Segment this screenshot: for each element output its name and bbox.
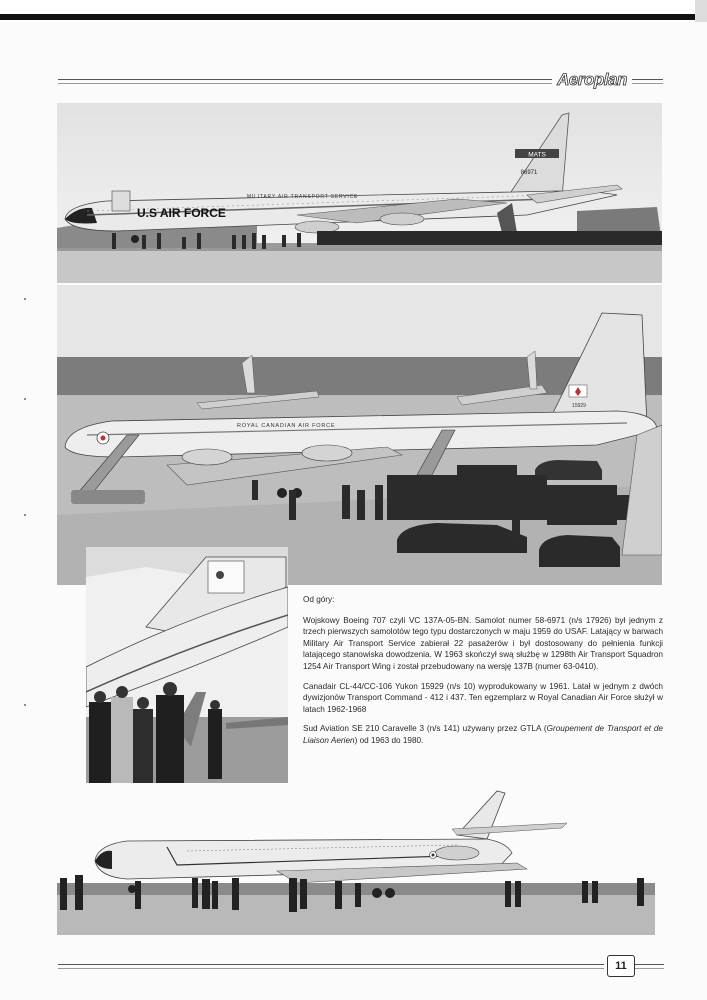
top-ink-band	[0, 14, 695, 20]
magazine-logo: Aeroplan	[552, 70, 632, 90]
page-number: 11	[607, 955, 635, 977]
fuselage-rcaf-title: ROYAL CANADIAN AIR FORCE	[237, 423, 336, 429]
photo-caravelle	[57, 783, 655, 935]
tail-mats: MATS	[528, 151, 546, 159]
footer-rule-end	[634, 964, 664, 969]
fuselage-us-air-force: U.S AIR FORCE	[137, 206, 226, 220]
photo-rcaf-yukon	[57, 285, 662, 585]
caption-caravelle-text: Sud Aviation SE 210 Caravelle 3 (n/s 141) używany przez GTLA (	[303, 724, 547, 734]
caption-canadair-yukon: Canadair CL-44/CC-106 Yukon 15929 (n/s 10) wyprodukowany w 1961. Latał w jednym z dwóch dywizjonów Transport Command - 412 i 437. Ten egzemplarz w Royal Canadian Air Force służył w latach 1962-1968	[303, 681, 663, 714]
margin-speck	[24, 398, 26, 400]
caption-caravelle	[303, 723, 663, 746]
photo-captions	[303, 594, 663, 755]
footer-rule	[58, 964, 604, 969]
margin-speck	[24, 514, 26, 516]
caption-caravelle-italic: Groupement de Transport et de Liaison Aerien	[303, 724, 663, 745]
caption-caravelle-end: ) od 1963 do 1980.	[354, 735, 424, 745]
margin-speck	[24, 704, 26, 706]
margin-speck	[24, 298, 26, 300]
caption-heading: Od góry:	[303, 595, 335, 604]
tail-serial: 15929	[572, 403, 586, 409]
page-edge	[695, 0, 707, 22]
fuselage-mats-title: MILITARY AIR TRANSPORT SERVICE	[247, 194, 359, 200]
top-edge	[0, 0, 707, 22]
caption-boeing-707: Wojskowy Boeing 707 czyli VC 137A-05-BN. Samolot numer 58-6971 (n/s 17926) był jednym z trzech pierwszych samolotów tego typu dostarczonych w maju 1959 do USAF. Latający w barwach Military Air Transport Service zabierał 22 pasażerów i był dostosowany do pełnienia funkcji latającego stanowiska dowodzenia. W 1963 skończył swą służbę w 1298th Air Transport Squadron 1254 Air Transport Wing i został przebudowany na wersję 137B (numer 63-0410).	[303, 615, 663, 671]
photo-yukon-detail	[86, 547, 288, 799]
tail-serial: 86971	[520, 170, 538, 176]
photo-usaf-boeing-707	[57, 103, 662, 283]
